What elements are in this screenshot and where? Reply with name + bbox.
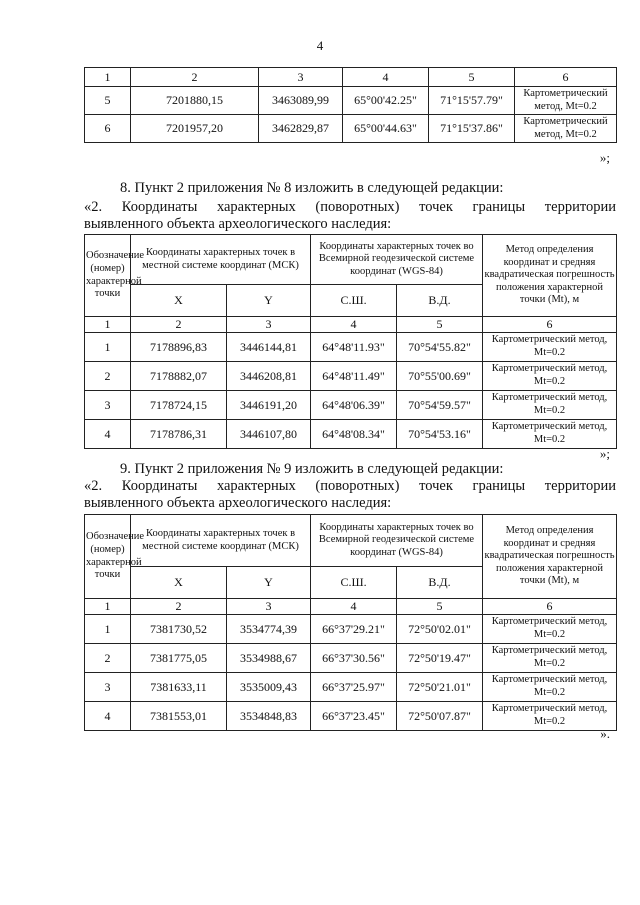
- method: Картометрический метод, Mt=0.2: [483, 362, 617, 391]
- coordinates-table: [84, 514, 617, 731]
- table-header-row: [85, 235, 617, 285]
- col-number: 5: [397, 599, 483, 615]
- coord-y: 3535009,43: [227, 673, 311, 702]
- header-point: Обозначение (номер) характерной точки: [85, 235, 131, 317]
- table-row: [85, 333, 617, 362]
- header-x: X: [131, 285, 227, 317]
- table-row: [85, 644, 617, 673]
- col-number: 6: [515, 68, 617, 87]
- latitude: 66°37'30.56": [311, 644, 397, 673]
- coord-x: 7381775,05: [131, 644, 227, 673]
- closing-quote: »;: [599, 446, 610, 461]
- page-number: 4: [316, 38, 324, 53]
- header-wgs: Координаты характерных точек во Всемирной геодезической системе координат (WGS-84): [311, 235, 483, 285]
- latitude: 65°00'42.25": [343, 87, 429, 115]
- col-number: 6: [483, 599, 617, 615]
- coord-x: 7201880,15: [131, 87, 259, 115]
- table-row: [85, 87, 617, 115]
- method: Картометрический метод, Mt=0.2: [483, 702, 617, 731]
- method: Картометрический метод, Mt=0.2: [483, 391, 617, 420]
- coord-y: 3446107,80: [227, 420, 311, 449]
- table-number-row: [85, 599, 617, 615]
- section-text-line: «2. Координаты характерных (поворотных) точек границы территории: [84, 478, 616, 494]
- coord-x: 7178882,07: [131, 362, 227, 391]
- longitude: 72°50'19.47": [397, 644, 483, 673]
- coord-x: 7381553,01: [131, 702, 227, 731]
- col-number: 2: [131, 317, 227, 333]
- point-id: 2: [85, 362, 131, 391]
- point-id: 3: [85, 391, 131, 420]
- header-msk: Координаты характерных точек в местной системе координат (МСК): [131, 235, 311, 285]
- point-id: 1: [85, 333, 131, 362]
- table-header-row: [85, 515, 617, 567]
- longitude: 71°15'37.86": [429, 115, 515, 143]
- method: Картометрический метод, Mt=0.2: [515, 87, 617, 115]
- col-number: 6: [483, 317, 617, 333]
- section-text-line: выявленного объекта археологического наследия:: [84, 495, 392, 511]
- latitude: 66°37'25.97": [311, 673, 397, 702]
- table-row: [85, 362, 617, 391]
- header-x: X: [131, 567, 227, 599]
- latitude: 64°48'08.34": [311, 420, 397, 449]
- longitude: 70°54'59.57": [397, 391, 483, 420]
- table-row: [85, 420, 617, 449]
- closing-quote: »;: [599, 150, 610, 165]
- point-id: 4: [85, 420, 131, 449]
- section-heading: 9. Пункт 2 приложения № 9 изложить в следующей редакции:: [120, 461, 504, 477]
- method: Картометрический метод, Mt=0.2: [483, 644, 617, 673]
- header-lat: С.Ш.: [311, 285, 397, 317]
- header-wgs: Координаты характерных точек во Всемирной геодезической системе координат (WGS-84): [311, 515, 483, 567]
- latitude: 66°37'23.45": [311, 702, 397, 731]
- latitude: 65°00'44.63": [343, 115, 429, 143]
- point-id: 3: [85, 673, 131, 702]
- col-number: 3: [227, 599, 311, 615]
- latitude: 64°48'11.93": [311, 333, 397, 362]
- coord-y: 3446191,20: [227, 391, 311, 420]
- longitude: 70°54'55.82": [397, 333, 483, 362]
- col-number: 5: [397, 317, 483, 333]
- coord-y: 3462829,87: [259, 115, 343, 143]
- point-id: 4: [85, 702, 131, 731]
- header-y: Y: [227, 567, 311, 599]
- closing-quote: ».: [600, 726, 610, 741]
- longitude: 72°50'07.87": [397, 702, 483, 731]
- table-row: [85, 391, 617, 420]
- latitude: 64°48'11.49": [311, 362, 397, 391]
- longitude: 72°50'02.01": [397, 615, 483, 644]
- section-text-line: выявленного объекта археологического наследия:: [84, 216, 392, 232]
- coord-y: 3463089,99: [259, 87, 343, 115]
- header-lon: В.Д.: [397, 285, 483, 317]
- coord-x: 7201957,20: [131, 115, 259, 143]
- latitude: 64°48'06.39": [311, 391, 397, 420]
- coord-x: 7178786,31: [131, 420, 227, 449]
- section-heading: 8. Пункт 2 приложения № 8 изложить в следующей редакции:: [120, 180, 504, 196]
- col-number: 2: [131, 599, 227, 615]
- header-lon: В.Д.: [397, 567, 483, 599]
- col-number: 4: [311, 599, 397, 615]
- col-number: 5: [429, 68, 515, 87]
- col-number: 3: [259, 68, 343, 87]
- longitude: 72°50'21.01": [397, 673, 483, 702]
- col-number: 1: [85, 68, 131, 87]
- table-number-row: [85, 68, 617, 87]
- longitude: 70°54'53.16": [397, 420, 483, 449]
- point-id: 1: [85, 615, 131, 644]
- col-number: 4: [311, 317, 397, 333]
- table-row: [85, 702, 617, 731]
- coord-y: 3534848,83: [227, 702, 311, 731]
- col-number: 4: [343, 68, 429, 87]
- coord-x: 7381633,11: [131, 673, 227, 702]
- table-row: [85, 115, 617, 143]
- table-row: [85, 615, 617, 644]
- col-number: 1: [85, 599, 131, 615]
- method: Картометрический метод, Mt=0.2: [483, 673, 617, 702]
- coord-x: 7178724,15: [131, 391, 227, 420]
- header-method: Метод определения координат и средняя квадратическая погрешность положения характерной точки (Mt), м: [483, 515, 617, 599]
- method: Картометрический метод, Mt=0.2: [515, 115, 617, 143]
- coord-y: 3534988,67: [227, 644, 311, 673]
- point-id: 2: [85, 644, 131, 673]
- header-lat: С.Ш.: [311, 567, 397, 599]
- header-method: Метод определения координат и средняя квадратическая погрешность положения характерной точки (Mt), м: [483, 235, 617, 317]
- coord-x: 7178896,83: [131, 333, 227, 362]
- header-point: Обозначение (номер) характерной точки: [85, 515, 131, 599]
- col-number: 1: [85, 317, 131, 333]
- coordinates-table-continued: [84, 67, 617, 143]
- coord-y: 3534774,39: [227, 615, 311, 644]
- coord-y: 3446208,81: [227, 362, 311, 391]
- method: Картометрический метод, Mt=0.2: [483, 615, 617, 644]
- header-y: Y: [227, 285, 311, 317]
- longitude: 71°15'57.79": [429, 87, 515, 115]
- col-number: 2: [131, 68, 259, 87]
- coordinates-table: [84, 234, 617, 449]
- longitude: 70°55'00.69": [397, 362, 483, 391]
- coord-y: 3446144,81: [227, 333, 311, 362]
- table-row: [85, 673, 617, 702]
- point-id: 6: [85, 115, 131, 143]
- coord-x: 7381730,52: [131, 615, 227, 644]
- latitude: 66°37'29.21": [311, 615, 397, 644]
- section-text-line: «2. Координаты характерных (поворотных) точек границы территории: [84, 199, 616, 215]
- header-msk: Координаты характерных точек в местной системе координат (МСК): [131, 515, 311, 567]
- col-number: 3: [227, 317, 311, 333]
- method: Картометрический метод, Mt=0.2: [483, 420, 617, 449]
- point-id: 5: [85, 87, 131, 115]
- table-number-row: [85, 317, 617, 333]
- method: Картометрический метод, Mt=0.2: [483, 333, 617, 362]
